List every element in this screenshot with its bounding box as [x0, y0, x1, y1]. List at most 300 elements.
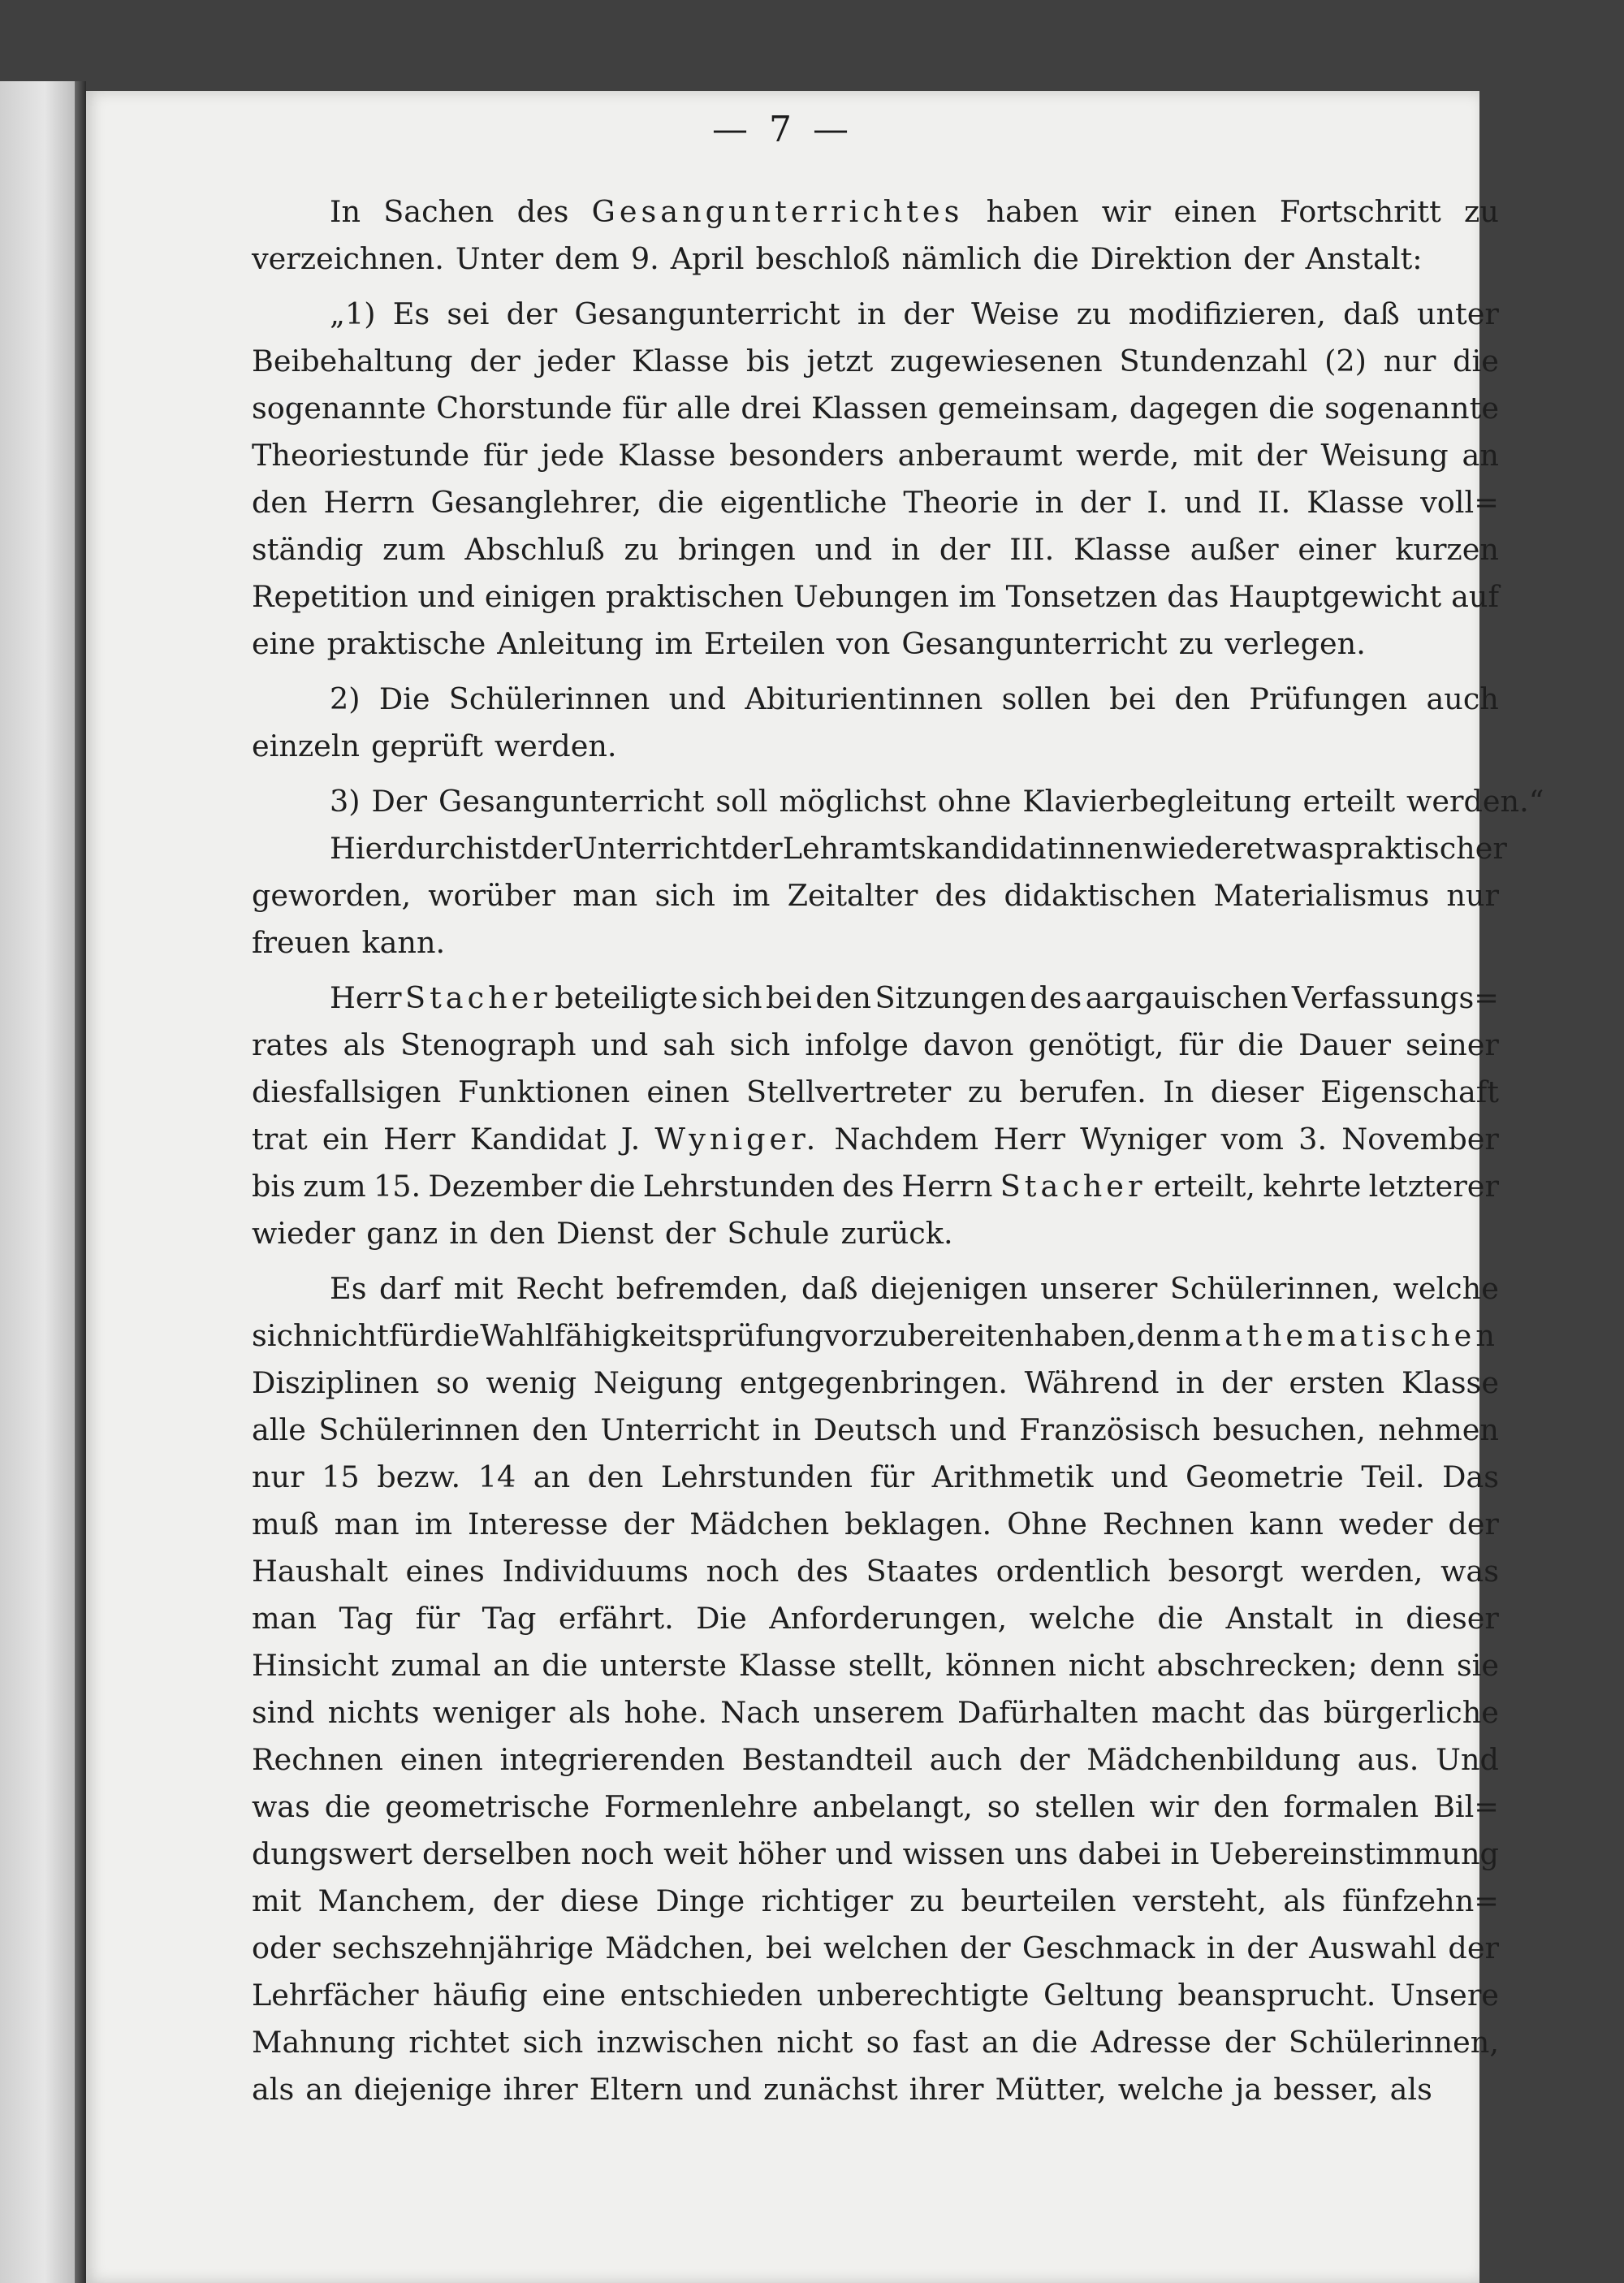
word: des [1030, 980, 1082, 1015]
word: der [903, 296, 954, 331]
word: Zeitalter [787, 878, 918, 913]
word: besonders [729, 438, 884, 473]
word: Teil. [1361, 1459, 1425, 1494]
word: die [1031, 2025, 1078, 2060]
word: der [506, 296, 558, 331]
text-line [252, 975, 1499, 1022]
word: soll [715, 784, 768, 819]
word: einzeln [252, 729, 361, 763]
word: entschieden [620, 1978, 803, 2013]
word: erfährt. [558, 1601, 674, 1636]
word: verzeichnen. [252, 241, 444, 276]
word: Stenograph [400, 1027, 577, 1062]
text-line [252, 1360, 1499, 1407]
word: Stacher [1000, 1169, 1147, 1204]
word: Anstalt: [1305, 241, 1423, 276]
word: so [866, 2025, 900, 2060]
word: auch [929, 1742, 1003, 1777]
word: was [1440, 1554, 1499, 1589]
word: anbelangt, [812, 1789, 973, 1824]
text-line [252, 1972, 1499, 2019]
word: und [835, 1836, 893, 1871]
word: praktischer [1333, 831, 1507, 866]
word: kurzen [1395, 532, 1499, 567]
text-line [252, 1210, 1499, 1257]
word: in [891, 532, 921, 567]
word: welche [1117, 2072, 1224, 2107]
text-line [252, 338, 1499, 385]
word: kann. [361, 925, 446, 960]
word: die [1237, 1027, 1284, 1062]
text-line [252, 526, 1499, 573]
word: Uebereinstimmung [1208, 1836, 1499, 1871]
word: Hierdurch [330, 831, 486, 866]
word: Kandidat [469, 1122, 607, 1157]
word: der [1246, 1931, 1298, 1965]
word: Herr [330, 980, 402, 1015]
word: gemeinsam, [937, 391, 1120, 426]
word: praktischen [605, 579, 784, 614]
word: Klasse [1307, 485, 1405, 520]
word: macht [1151, 1695, 1246, 1730]
text-line [252, 1925, 1499, 1972]
word: den [252, 485, 308, 520]
word: Dienst [556, 1216, 654, 1251]
word: den [1213, 1789, 1269, 1824]
word: richtet [408, 2025, 510, 2060]
word: vorzubereiten [823, 1318, 1034, 1353]
word: Gesanglehrer, [430, 485, 642, 520]
word: Eltern [589, 2072, 684, 2107]
word: der [492, 1883, 544, 1918]
word: In [1163, 1074, 1194, 1109]
word: Lehrstunden [660, 1459, 853, 1494]
word: einen [646, 1074, 730, 1109]
word: Tonsetzen [1005, 579, 1158, 614]
text-line [252, 1501, 1499, 1548]
text-line [252, 573, 1499, 620]
text-line [252, 1548, 1499, 1595]
word: Geltung [1043, 1978, 1164, 2013]
word: abschrecken; [1156, 1648, 1358, 1683]
word: im [654, 626, 693, 661]
word: Herrn [323, 485, 415, 520]
word: geworden, [252, 878, 412, 913]
word: Funktionen [457, 1074, 630, 1109]
word: sogenannte [1324, 391, 1499, 426]
word: der [469, 344, 520, 378]
word: unserer [1040, 1271, 1158, 1306]
word: eigentliche [719, 485, 888, 520]
word: Weisung [1320, 438, 1449, 473]
word: die [1157, 1601, 1204, 1636]
word: besser, [1273, 2072, 1379, 2107]
paragraph [252, 975, 1499, 1257]
word: möglichst [779, 784, 926, 819]
word: im [958, 579, 996, 614]
text-line [252, 872, 1499, 919]
word: erteilt [1302, 784, 1396, 819]
word: der [732, 831, 783, 866]
word: Deutsch [813, 1412, 937, 1447]
word: Schule [727, 1216, 830, 1251]
word: „1) [330, 296, 376, 331]
word: infolge [805, 1027, 909, 1062]
word: 15 [322, 1459, 360, 1494]
text-line [252, 1163, 1499, 1210]
word: Schülerinnen, [1169, 1271, 1381, 1306]
word: der [1079, 485, 1131, 520]
word: in [1354, 1601, 1384, 1636]
word: worüber [428, 878, 556, 913]
word: auf [1451, 579, 1499, 614]
word: nur [1446, 878, 1499, 913]
paragraph [252, 825, 1507, 966]
word: zu [1178, 626, 1214, 661]
word: Uebungen [793, 579, 949, 614]
word: sich [252, 1318, 313, 1353]
word: zu [1464, 194, 1499, 229]
word: zugewiesenen [889, 344, 1103, 378]
word: eines [405, 1554, 485, 1589]
word: Manchem, [317, 1883, 477, 1918]
word: Hauptgewicht [1229, 579, 1442, 614]
word: die [657, 485, 704, 520]
word: Klavierbegleitung [1022, 784, 1292, 819]
text-line [252, 2019, 1499, 2066]
paragraph [252, 188, 1499, 283]
word: Gesangunterrichtes [591, 194, 964, 229]
word: stellt, [848, 1648, 934, 1683]
word: der [1256, 438, 1307, 473]
word: Klasse [1401, 1365, 1499, 1400]
word: berufen. [1019, 1074, 1147, 1109]
word: ständig [252, 532, 364, 567]
word: der [664, 1216, 716, 1251]
word: Anleitung [497, 626, 644, 661]
word: Es [392, 296, 430, 331]
text-line [252, 1831, 1499, 1878]
word: in [772, 1412, 801, 1447]
word: praktische [326, 626, 486, 661]
word: Dinge [655, 1883, 745, 1918]
word: darf [378, 1271, 442, 1306]
word: letzterer [1368, 1169, 1499, 1204]
word: die [1453, 344, 1499, 378]
word: Formenlehre [603, 1789, 798, 1824]
word: Mahnung [252, 2025, 395, 2060]
text-line [252, 1595, 1499, 1642]
word: genötigt, [1028, 1027, 1164, 1062]
word: Klasse [618, 438, 716, 473]
word: bezw. [377, 1459, 461, 1494]
word: eine [542, 1978, 607, 2013]
text-line [252, 1736, 1499, 1784]
word: Rechnen [252, 1742, 383, 1777]
word: weder [1338, 1507, 1433, 1541]
word: den [1136, 1318, 1193, 1353]
word: Weise [971, 296, 1060, 331]
text-line [252, 825, 1507, 872]
word: Nach [720, 1695, 801, 1730]
word: Tag [482, 1601, 537, 1636]
word: außer [1190, 532, 1279, 567]
word: Verfassungs= [1291, 980, 1499, 1015]
word: Der [371, 784, 428, 819]
word: Geschmack [1021, 1931, 1195, 1965]
word: fünfzehn= [1342, 1883, 1499, 1918]
text-body [252, 188, 1544, 2113]
word: Repetition [252, 579, 408, 614]
word: Unter [455, 241, 544, 276]
paragraph [252, 676, 1499, 770]
text-line [252, 1312, 1499, 1360]
word: Unterricht [600, 1412, 760, 1447]
text-line [252, 723, 1499, 770]
word: uns [1014, 1836, 1069, 1871]
word: Tag [339, 1601, 394, 1636]
word: an [1462, 438, 1499, 473]
word: Klassen [810, 391, 928, 426]
word: als [1283, 1883, 1326, 1918]
word: nicht [776, 2025, 853, 2060]
word: beklagen. [844, 1507, 992, 1541]
word: November [1341, 1122, 1499, 1157]
word: unterste [599, 1648, 727, 1683]
word: diejenige [353, 2072, 492, 2107]
word: den [532, 1412, 588, 1447]
text-line [252, 432, 1499, 479]
word: einen [1173, 194, 1257, 229]
word: Mädchen [689, 1507, 830, 1541]
word: an [981, 2025, 1019, 2060]
word: Unterricht [572, 831, 732, 866]
word: das [1167, 579, 1220, 614]
word: zumal [391, 1648, 482, 1683]
word: Herr [993, 1122, 1065, 1157]
word: Ohne [1007, 1507, 1087, 1541]
word: welche [1393, 1271, 1499, 1306]
paragraph [252, 778, 1544, 825]
word: mit [453, 1271, 503, 1306]
word: des [842, 1169, 895, 1204]
text-line [252, 919, 1499, 966]
text-line [252, 676, 1499, 723]
word: April [670, 241, 745, 276]
word: und [668, 681, 727, 716]
word: Interesse [468, 1507, 608, 1541]
word: Sachen [383, 194, 495, 229]
word: mathematischen [1192, 1318, 1499, 1353]
word: Die [696, 1601, 747, 1636]
word: die [1032, 241, 1079, 276]
word: werden, [1300, 1554, 1423, 1589]
text-line [252, 1069, 1499, 1116]
word: ist [485, 831, 522, 866]
word: Lehrfächer [252, 1978, 419, 2013]
word: anberaumt [897, 438, 1063, 473]
word: Haushalt [252, 1554, 388, 1589]
word: Klasse [738, 1648, 836, 1683]
word: sei [447, 296, 490, 331]
word: aus. [1357, 1742, 1419, 1777]
word: seiner [1406, 1027, 1499, 1062]
word: Anstalt [1225, 1601, 1333, 1636]
word: dabei [1078, 1836, 1161, 1871]
word: Mädchen, [605, 1931, 754, 1965]
word: diejenigen [870, 1271, 1028, 1306]
word: im [414, 1507, 453, 1541]
word: wieder [1142, 831, 1246, 866]
word: jeder [537, 344, 615, 378]
word: für [622, 391, 667, 426]
word: man [572, 878, 638, 913]
word: und [694, 2072, 752, 2107]
page-number: — 7 — [712, 109, 853, 150]
word: Nachdem [834, 1122, 979, 1157]
word: bringen [678, 532, 796, 567]
text-line [252, 385, 1499, 432]
word: vom [1220, 1122, 1284, 1157]
word: kann [1249, 1507, 1324, 1541]
word: Anforderungen, [769, 1601, 1008, 1636]
word: Fortschritt [1279, 194, 1441, 229]
left-page-margin [0, 81, 75, 2283]
word: beteiligte [555, 980, 698, 1015]
word: man [252, 1601, 317, 1636]
word: man [334, 1507, 400, 1541]
word: werde, [1076, 438, 1180, 473]
word: Während [1024, 1365, 1160, 1400]
text-line [252, 1407, 1499, 1454]
word: Theoriestunde [252, 438, 470, 473]
word: nehmen [1378, 1412, 1499, 1447]
word: nämlich [901, 241, 1021, 276]
word: Gesangunterricht [901, 626, 1168, 661]
word: alle [676, 391, 731, 426]
word: an [533, 1459, 571, 1494]
word: bis [745, 344, 790, 378]
word: sind [252, 1695, 315, 1730]
word: die [1268, 391, 1315, 426]
word: nicht [312, 1318, 389, 1353]
word: der [939, 532, 991, 567]
word: wissen [902, 1836, 1005, 1871]
word: nur [252, 1459, 304, 1494]
word: werden. [494, 729, 617, 763]
word: bei [766, 980, 812, 1015]
word: noch [706, 1554, 780, 1589]
word: den [815, 980, 871, 1015]
word: wir [1101, 194, 1151, 229]
word: haben, [1034, 1318, 1137, 1353]
word: besorgt [1168, 1554, 1284, 1589]
word: bürgerliche [1323, 1695, 1499, 1730]
word: Herrn [901, 1169, 993, 1204]
word: haben [986, 194, 1079, 229]
word: Staates [866, 1554, 978, 1589]
word: muß [252, 1507, 319, 1541]
word: als [252, 2072, 295, 2107]
word: sollen [1001, 681, 1091, 716]
word: Lehrstunden [642, 1169, 835, 1204]
word: befremden, [615, 1271, 789, 1306]
word: 9. [630, 241, 659, 276]
word: voll= [1420, 485, 1499, 520]
word: 14 [477, 1459, 516, 1494]
word: und [814, 532, 873, 567]
word: Es [330, 1271, 367, 1306]
word: Klasse [1073, 532, 1171, 567]
word: in [857, 296, 887, 331]
word: Dezember [428, 1169, 582, 1204]
word: Gesangunterricht [574, 296, 840, 331]
word: integrierenden [499, 1742, 725, 1777]
word: einen [400, 1742, 483, 1777]
word: mit [252, 1883, 302, 1918]
word: und [590, 1027, 649, 1062]
word: Disziplinen [252, 1365, 420, 1400]
word: welche [1029, 1601, 1135, 1636]
book-page [86, 91, 1544, 2283]
word: beschloß [755, 241, 891, 276]
word: diesfallsigen [252, 1074, 442, 1109]
word: Individuums [502, 1554, 689, 1589]
word: jetzt [806, 344, 874, 378]
word: daß [1343, 296, 1400, 331]
text-line [252, 2066, 1499, 2113]
word: zu [909, 1883, 945, 1918]
text-line [252, 188, 1499, 236]
word: als [568, 1695, 611, 1730]
word: und [1110, 1459, 1168, 1494]
word: so [987, 1789, 1021, 1824]
text-line [252, 1265, 1499, 1312]
word: I. [1147, 485, 1168, 520]
word: zu [967, 1074, 1003, 1109]
word: zu [624, 532, 659, 567]
word: versteht, [1133, 1883, 1267, 1918]
text-line [252, 1454, 1499, 1501]
word: in [1034, 485, 1064, 520]
word: Stundenzahl [1119, 344, 1308, 378]
word: zum [382, 532, 446, 567]
word: weit [663, 1836, 728, 1871]
word: geprüft [371, 729, 483, 763]
word: Beibehaltung [252, 344, 453, 378]
word: die [589, 1169, 636, 1204]
word: bis [252, 1169, 296, 1204]
word: für [482, 438, 528, 473]
word: daß [801, 1271, 858, 1306]
word: Bestandteil [741, 1742, 914, 1777]
word: Prüfungen [1249, 681, 1408, 716]
word: der [1448, 1931, 1499, 1965]
word: Herr [383, 1122, 456, 1157]
text-line [252, 1116, 1499, 1163]
word: als [1389, 2072, 1432, 2107]
word: Neigung [593, 1365, 723, 1400]
word: weniger [432, 1695, 555, 1730]
word: beurteilen [961, 1883, 1116, 1918]
word: der [1221, 1365, 1272, 1400]
word: in [1176, 1365, 1205, 1400]
word: der [1243, 241, 1294, 276]
word: der [1448, 1507, 1499, 1541]
word: rates [252, 1027, 329, 1062]
word: freuen [252, 925, 351, 960]
word: einer [1298, 532, 1376, 567]
